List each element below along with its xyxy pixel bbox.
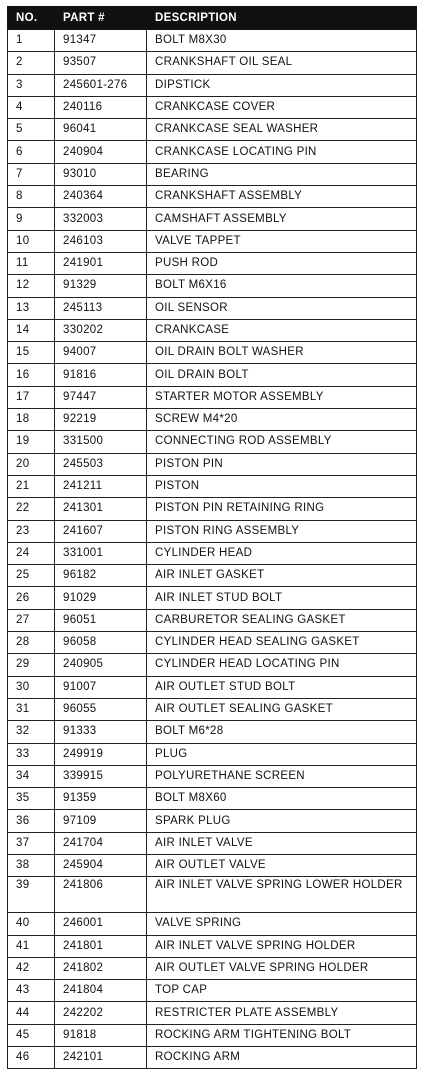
cell-part-number: 96055 [55, 698, 147, 720]
cell-part-number: 240904 [55, 141, 147, 163]
cell-part-number: 242101 [55, 1047, 147, 1069]
header-part-number: PART # [55, 7, 147, 30]
cell-no: 18 [8, 409, 55, 431]
cell-no: 4 [8, 96, 55, 118]
table-row [8, 30, 417, 52]
cell-no: 38 [8, 854, 55, 876]
table-row [8, 163, 417, 185]
cell-part-number: 91816 [55, 364, 147, 386]
cell-no: 35 [8, 788, 55, 810]
table-row [8, 935, 417, 957]
cell-part-number: 240905 [55, 654, 147, 676]
table-row [8, 453, 417, 475]
cell-description: AIR INLET VALVE [147, 832, 417, 854]
cell-description: PUSH ROD [147, 252, 417, 274]
table-row [8, 765, 417, 787]
table-row [8, 275, 417, 297]
cell-no: 37 [8, 832, 55, 854]
cell-no: 16 [8, 364, 55, 386]
header-description: DESCRIPTION [147, 7, 417, 30]
table-row [8, 297, 417, 319]
cell-no: 13 [8, 297, 55, 319]
cell-no: 1 [8, 30, 55, 52]
cell-no: 44 [8, 1002, 55, 1024]
cell-part-number: 246001 [55, 913, 147, 935]
cell-description: CYLINDER HEAD SEALING GASKET [147, 632, 417, 654]
table-row [8, 208, 417, 230]
cell-part-number: 241607 [55, 520, 147, 542]
table-row [8, 520, 417, 542]
cell-description: SCREW M4*20 [147, 409, 417, 431]
cell-no: 21 [8, 475, 55, 497]
cell-description: CRANKCASE LOCATING PIN [147, 141, 417, 163]
cell-description: CRANKCASE SEAL WASHER [147, 119, 417, 141]
cell-description: AIR INLET VALVE SPRING LOWER HOLDER [147, 877, 417, 913]
parts-table [7, 6, 417, 1069]
table-row [8, 386, 417, 408]
cell-part-number: 96051 [55, 609, 147, 631]
cell-description: AIR OUTLET VALVE [147, 854, 417, 876]
table-header [8, 7, 417, 30]
table-row [8, 854, 417, 876]
table-row [8, 1002, 417, 1024]
cell-description: RESTRICTER PLATE ASSEMBLY [147, 1002, 417, 1024]
cell-part-number: 331001 [55, 542, 147, 564]
table-row [8, 96, 417, 118]
table-row [8, 676, 417, 698]
cell-no: 17 [8, 386, 55, 408]
cell-part-number: 245503 [55, 453, 147, 475]
cell-no: 20 [8, 453, 55, 475]
cell-part-number: 96058 [55, 632, 147, 654]
cell-no: 45 [8, 1024, 55, 1046]
cell-description: CAMSHAFT ASSEMBLY [147, 208, 417, 230]
cell-description: TOP CAP [147, 980, 417, 1002]
table-row [8, 342, 417, 364]
cell-no: 23 [8, 520, 55, 542]
table-row [8, 252, 417, 274]
cell-description: BEARING [147, 163, 417, 185]
cell-no: 27 [8, 609, 55, 631]
cell-part-number: 94007 [55, 342, 147, 364]
table-row [8, 698, 417, 720]
cell-part-number: 91029 [55, 587, 147, 609]
table-body [8, 30, 417, 1069]
cell-no: 15 [8, 342, 55, 364]
cell-no: 29 [8, 654, 55, 676]
cell-part-number: 241704 [55, 832, 147, 854]
table-row [8, 230, 417, 252]
cell-description: STARTER MOTOR ASSEMBLY [147, 386, 417, 408]
cell-part-number: 245904 [55, 854, 147, 876]
cell-no: 39 [8, 877, 55, 913]
cell-no: 3 [8, 74, 55, 96]
cell-description: AIR INLET STUD BOLT [147, 587, 417, 609]
table-row [8, 913, 417, 935]
cell-no: 11 [8, 252, 55, 274]
cell-description: AIR INLET VALVE SPRING HOLDER [147, 935, 417, 957]
cell-description: AIR OUTLET STUD BOLT [147, 676, 417, 698]
header-no: NO. [8, 7, 55, 30]
table-row [8, 186, 417, 208]
cell-part-number: 96182 [55, 565, 147, 587]
table-row [8, 141, 417, 163]
cell-description: BOLT M8X60 [147, 788, 417, 810]
table-row [8, 654, 417, 676]
cell-description: BOLT M8X30 [147, 30, 417, 52]
cell-part-number: 91007 [55, 676, 147, 698]
cell-part-number: 91329 [55, 275, 147, 297]
cell-part-number: 91347 [55, 30, 147, 52]
cell-part-number: 91818 [55, 1024, 147, 1046]
cell-no: 6 [8, 141, 55, 163]
cell-no: 34 [8, 765, 55, 787]
cell-part-number: 339915 [55, 765, 147, 787]
cell-no: 42 [8, 957, 55, 979]
table-row [8, 409, 417, 431]
cell-no: 40 [8, 913, 55, 935]
table-row [8, 980, 417, 1002]
cell-no: 19 [8, 431, 55, 453]
cell-description: OIL DRAIN BOLT WASHER [147, 342, 417, 364]
cell-no: 22 [8, 498, 55, 520]
table-row [8, 1024, 417, 1046]
table-row [8, 810, 417, 832]
table-row [8, 565, 417, 587]
cell-description: OIL SENSOR [147, 297, 417, 319]
cell-part-number: 96041 [55, 119, 147, 141]
cell-part-number: 246103 [55, 230, 147, 252]
cell-description: PLUG [147, 743, 417, 765]
cell-part-number: 93010 [55, 163, 147, 185]
table-row [8, 475, 417, 497]
cell-no: 8 [8, 186, 55, 208]
cell-part-number: 91359 [55, 788, 147, 810]
table-row [8, 877, 417, 913]
cell-part-number: 240364 [55, 186, 147, 208]
cell-no: 31 [8, 698, 55, 720]
cell-description: CYLINDER HEAD LOCATING PIN [147, 654, 417, 676]
cell-part-number: 240116 [55, 96, 147, 118]
cell-part-number: 241211 [55, 475, 147, 497]
cell-no: 14 [8, 319, 55, 341]
cell-part-number: 245113 [55, 297, 147, 319]
table-row [8, 832, 417, 854]
table-row [8, 542, 417, 564]
cell-description: OIL DRAIN BOLT [147, 364, 417, 386]
cell-part-number: 330202 [55, 319, 147, 341]
cell-no: 36 [8, 810, 55, 832]
cell-description: BOLT M6X16 [147, 275, 417, 297]
cell-description: CARBURETOR SEALING GASKET [147, 609, 417, 631]
table-row [8, 431, 417, 453]
cell-no: 30 [8, 676, 55, 698]
cell-description: POLYURETHANE SCREEN [147, 765, 417, 787]
cell-description: PISTON [147, 475, 417, 497]
cell-description: CRANKCASE COVER [147, 96, 417, 118]
cell-description: ROCKING ARM [147, 1047, 417, 1069]
cell-no: 12 [8, 275, 55, 297]
cell-description: PISTON PIN [147, 453, 417, 475]
cell-no: 7 [8, 163, 55, 185]
cell-no: 33 [8, 743, 55, 765]
table-row [8, 743, 417, 765]
cell-part-number: 332003 [55, 208, 147, 230]
cell-no: 25 [8, 565, 55, 587]
cell-no: 9 [8, 208, 55, 230]
table-row [8, 721, 417, 743]
table-row [8, 319, 417, 341]
cell-no: 32 [8, 721, 55, 743]
cell-description: CYLINDER HEAD [147, 542, 417, 564]
table-row [8, 1047, 417, 1069]
cell-no: 5 [8, 119, 55, 141]
table-row [8, 119, 417, 141]
cell-part-number: 331500 [55, 431, 147, 453]
cell-part-number: 245601-276 [55, 74, 147, 96]
cell-description: ROCKING ARM TIGHTENING BOLT [147, 1024, 417, 1046]
cell-description: AIR OUTLET SEALING GASKET [147, 698, 417, 720]
cell-no: 41 [8, 935, 55, 957]
cell-part-number: 242202 [55, 1002, 147, 1024]
cell-part-number: 241801 [55, 935, 147, 957]
table-row [8, 74, 417, 96]
cell-no: 28 [8, 632, 55, 654]
cell-description: AIR INLET GASKET [147, 565, 417, 587]
cell-description: CRANKSHAFT ASSEMBLY [147, 186, 417, 208]
cell-part-number: 241901 [55, 252, 147, 274]
cell-description: DIPSTICK [147, 74, 417, 96]
cell-description: AIR OUTLET VALVE SPRING HOLDER [147, 957, 417, 979]
table-row [8, 587, 417, 609]
cell-no: 2 [8, 52, 55, 74]
table-row [8, 788, 417, 810]
table-row [8, 632, 417, 654]
cell-part-number: 92219 [55, 409, 147, 431]
cell-description: PISTON PIN RETAINING RING [147, 498, 417, 520]
cell-description: CONNECTING ROD ASSEMBLY [147, 431, 417, 453]
table-row [8, 498, 417, 520]
cell-part-number: 93507 [55, 52, 147, 74]
cell-no: 10 [8, 230, 55, 252]
table-row [8, 52, 417, 74]
cell-description: VALVE SPRING [147, 913, 417, 935]
cell-no: 26 [8, 587, 55, 609]
cell-description: BOLT M6*28 [147, 721, 417, 743]
table-row [8, 364, 417, 386]
header-row [8, 7, 417, 30]
cell-no: 46 [8, 1047, 55, 1069]
cell-description: VALVE TAPPET [147, 230, 417, 252]
cell-description: PISTON RING ASSEMBLY [147, 520, 417, 542]
cell-part-number: 97447 [55, 386, 147, 408]
cell-no: 43 [8, 980, 55, 1002]
cell-part-number: 249919 [55, 743, 147, 765]
table-row [8, 957, 417, 979]
cell-part-number: 241804 [55, 980, 147, 1002]
cell-part-number: 241806 [55, 877, 147, 913]
cell-part-number: 97109 [55, 810, 147, 832]
cell-part-number: 241301 [55, 498, 147, 520]
cell-part-number: 91333 [55, 721, 147, 743]
cell-part-number: 241802 [55, 957, 147, 979]
cell-no: 24 [8, 542, 55, 564]
table-row [8, 609, 417, 631]
cell-description: SPARK PLUG [147, 810, 417, 832]
cell-description: CRANKCASE [147, 319, 417, 341]
cell-description: CRANKSHAFT OIL SEAL [147, 52, 417, 74]
